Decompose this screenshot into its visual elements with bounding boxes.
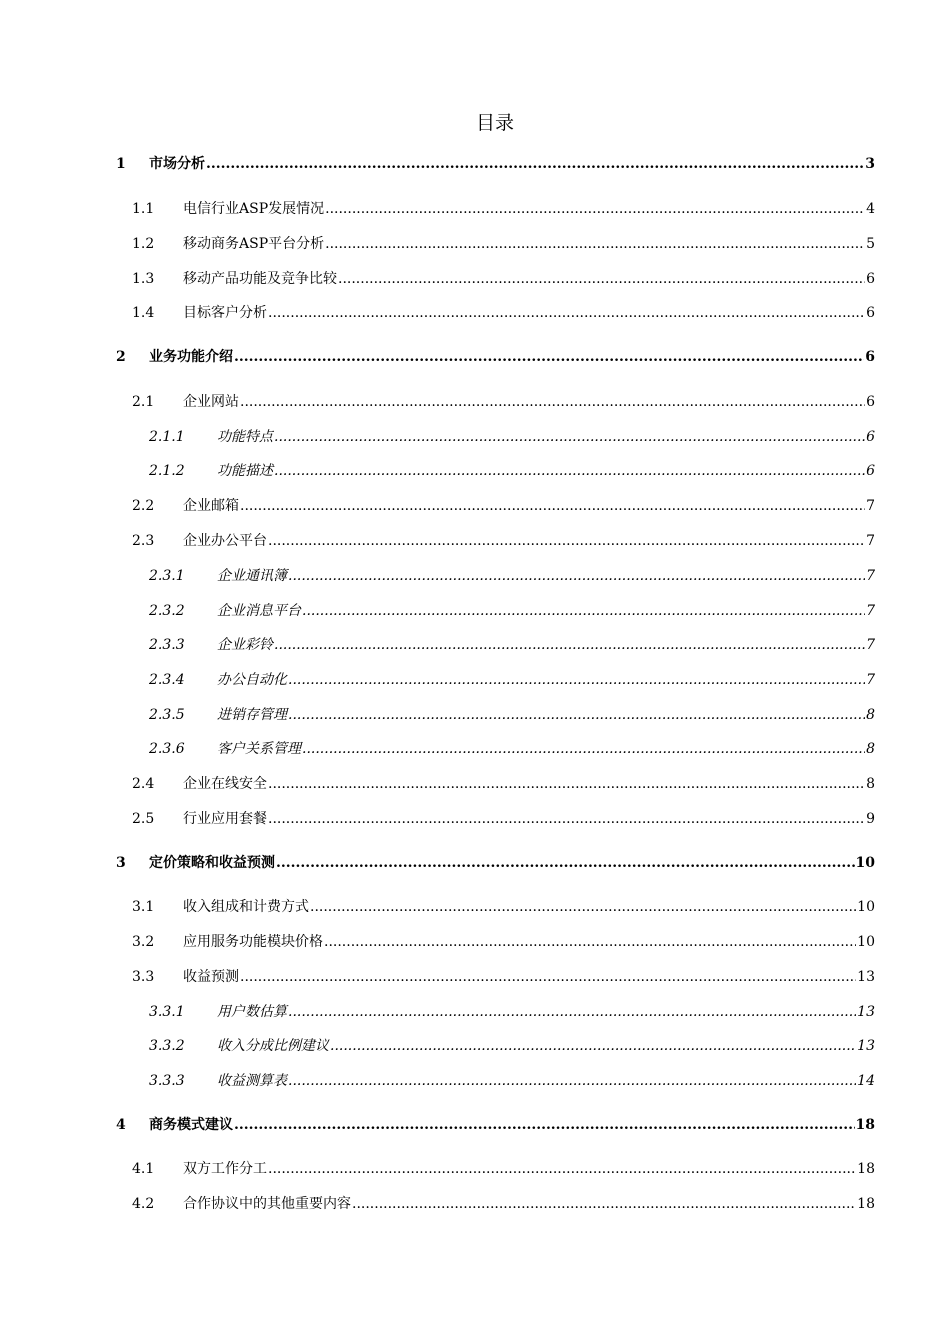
toc-entry-label: 行业应用套餐 <box>183 811 267 827</box>
toc-entry-label: 定价策略和收益预测 <box>149 855 275 871</box>
toc-entry-number: 2.3.4 <box>149 672 185 688</box>
toc-entry-number: 1 <box>116 156 126 172</box>
toc-entry-number: 2.3.1 <box>149 568 185 584</box>
toc-entry-page: 7 <box>866 533 875 549</box>
toc-entry-label: 进销存管理 <box>217 707 287 723</box>
toc-entry-label: 客户关系管理 <box>217 741 301 757</box>
toc-entry-label: 用户数估算 <box>217 1004 287 1020</box>
toc-entry[interactable] <box>132 1194 875 1214</box>
toc-entry-number: 3.3.2 <box>149 1038 185 1054</box>
toc-dot-leader <box>268 809 865 829</box>
toc-entry-label: 企业消息平台 <box>217 603 301 619</box>
toc-entry-label: 企业彩铃 <box>217 637 273 653</box>
toc-entry[interactable] <box>149 1036 875 1056</box>
toc-entry[interactable] <box>132 774 875 794</box>
toc-dot-leader <box>288 1002 856 1022</box>
toc-dot-leader <box>206 154 864 174</box>
toc-entry-label: 收益预测 <box>183 969 239 985</box>
toc-entry[interactable] <box>116 154 875 174</box>
toc-dot-leader <box>352 1194 856 1214</box>
toc-entry[interactable] <box>149 705 875 725</box>
toc-entry-label: 企业办公平台 <box>183 533 267 549</box>
toc-dot-leader <box>276 853 855 873</box>
toc-entry-label: 目标客户分析 <box>183 305 267 321</box>
toc-entry-page: 10 <box>857 934 875 950</box>
toc-dot-leader <box>268 531 865 551</box>
toc-entry[interactable] <box>132 1159 875 1179</box>
toc-entry-number: 2.1.2 <box>149 463 185 479</box>
toc-entry-label: 应用服务功能模块价格 <box>183 934 323 950</box>
toc-entry-page: 8 <box>866 707 875 723</box>
toc-entry-page: 6 <box>866 271 875 287</box>
toc-entry-number: 4 <box>116 1117 126 1133</box>
toc-entry-number: 1.3 <box>132 271 155 287</box>
toc-dot-leader <box>240 496 865 516</box>
toc-dot-leader <box>234 1115 855 1135</box>
toc-entry-page: 14 <box>857 1073 875 1089</box>
toc-dot-leader <box>330 1036 856 1056</box>
toc-entry-label: 企业网站 <box>183 394 239 410</box>
toc-entry-number: 1.1 <box>132 201 155 217</box>
toc-entry[interactable] <box>132 932 875 952</box>
toc-entry-page: 13 <box>857 1004 875 1020</box>
toc-entry-number: 3.1 <box>132 899 155 915</box>
toc-entry[interactable] <box>116 1115 875 1135</box>
toc-entry-number: 2 <box>116 349 126 365</box>
toc-entry-page: 18 <box>857 1161 875 1177</box>
toc-dot-leader <box>310 897 856 917</box>
toc-entry[interactable] <box>149 427 875 447</box>
toc-entry-page: 8 <box>866 741 875 757</box>
toc-entry-label: 市场分析 <box>149 156 205 172</box>
toc-entry-label: 功能描述 <box>217 463 273 479</box>
toc-entry[interactable] <box>132 496 875 516</box>
toc-entry-number: 4.1 <box>132 1161 155 1177</box>
toc-entry-number: 3.3.3 <box>149 1073 185 1089</box>
toc-entry-label: 收入组成和计费方式 <box>183 899 309 915</box>
toc-entry-page: 5 <box>866 236 875 252</box>
toc-entry-page: 7 <box>866 637 875 653</box>
toc-entry-number: 2.3.3 <box>149 637 185 653</box>
toc-dot-leader <box>268 303 865 323</box>
toc-entry[interactable] <box>149 739 875 759</box>
toc-entry[interactable] <box>116 853 875 873</box>
toc-entry[interactable] <box>149 601 875 621</box>
toc-entry[interactable] <box>132 967 875 987</box>
toc-dot-leader <box>288 1071 856 1091</box>
toc-entry-page: 7 <box>866 568 875 584</box>
toc-dot-leader <box>288 670 865 690</box>
toc-entry-page: 10 <box>857 899 875 915</box>
toc-entry-page: 9 <box>866 811 875 827</box>
toc-entry[interactable] <box>149 566 875 586</box>
toc-entry[interactable] <box>132 897 875 917</box>
toc-entry-number: 2.3.5 <box>149 707 185 723</box>
toc-entry[interactable] <box>132 392 875 412</box>
toc-dot-leader <box>324 932 856 952</box>
toc-dot-leader <box>338 269 865 289</box>
toc-entry-label: 企业在线安全 <box>183 776 267 792</box>
toc-entry-label: 收益测算表 <box>217 1073 287 1089</box>
toc-entry[interactable] <box>116 347 875 367</box>
toc-entry-page: 18 <box>857 1196 875 1212</box>
toc-entry-page: 13 <box>857 1038 875 1054</box>
toc-entry-label: 办公自动化 <box>217 672 287 688</box>
toc-entry-page: 6 <box>866 305 875 321</box>
toc-entry-number: 3.3 <box>132 969 155 985</box>
toc-entry-page: 6 <box>866 429 875 445</box>
toc-entry-page: 3 <box>865 156 875 172</box>
toc-entry-page: 13 <box>857 969 875 985</box>
toc-dot-leader <box>274 427 865 447</box>
toc-entry-page: 4 <box>866 201 875 217</box>
toc-entry-page: 7 <box>866 498 875 514</box>
toc-entry-label: 业务功能介绍 <box>149 349 233 365</box>
toc-entry-page: 6 <box>866 394 875 410</box>
toc-entry-number: 2.1.1 <box>149 429 185 445</box>
toc-entry-number: 4.2 <box>132 1196 155 1212</box>
toc-entry-label: 移动产品功能及竞争比较 <box>183 271 337 287</box>
toc-entry-label: 功能特点 <box>217 429 273 445</box>
toc-entry-number: 1.2 <box>132 236 155 252</box>
toc-dot-leader <box>325 234 865 254</box>
toc-entry-page: 10 <box>855 855 875 871</box>
toc-dot-leader <box>234 347 864 367</box>
toc-dot-leader <box>288 566 865 586</box>
toc-entry[interactable] <box>149 1002 875 1022</box>
toc-dot-leader <box>274 461 865 481</box>
toc-entry-number: 1.4 <box>132 305 155 321</box>
toc-dot-leader <box>274 635 865 655</box>
toc-entry-number: 2.5 <box>132 811 155 827</box>
toc-entry-number: 2.4 <box>132 776 155 792</box>
toc-entry[interactable] <box>149 670 875 690</box>
toc-entry-number: 2.3.6 <box>149 741 185 757</box>
toc-entry[interactable] <box>132 531 875 551</box>
toc-entry-label: 商务模式建议 <box>149 1117 233 1133</box>
toc-entry-page: 18 <box>855 1117 875 1133</box>
toc-entry[interactable] <box>149 635 875 655</box>
toc-entry-label: 企业邮箱 <box>183 498 239 514</box>
toc-entry[interactable] <box>132 199 875 219</box>
toc-entry-number: 3 <box>116 855 126 871</box>
toc-dot-leader <box>302 601 865 621</box>
toc-dot-leader <box>240 967 856 987</box>
toc-entry[interactable] <box>132 234 875 254</box>
toc-entry-number: 3.2 <box>132 934 155 950</box>
toc-entry-page: 6 <box>866 463 875 479</box>
toc-entry-label: 电信行业ASP发展情况 <box>183 201 325 217</box>
toc-entry-page: 7 <box>866 672 875 688</box>
toc-entry[interactable] <box>132 269 875 289</box>
toc-dot-leader <box>240 392 865 412</box>
toc-entry[interactable] <box>132 809 875 829</box>
toc-entry-label: 企业通讯簿 <box>217 568 287 584</box>
toc-entry[interactable] <box>132 303 875 323</box>
toc-entry-number: 2.1 <box>132 394 155 410</box>
toc-entry[interactable] <box>149 461 875 481</box>
toc-entry-number: 3.3.1 <box>149 1004 185 1020</box>
toc-entry-label: 双方工作分工 <box>183 1161 267 1177</box>
toc-entry-label: 合作协议中的其他重要内容 <box>183 1196 351 1212</box>
toc-dot-leader <box>302 739 865 759</box>
toc-entry-label: 移动商务ASP平台分析 <box>183 236 325 252</box>
toc-entry-number: 2.3 <box>132 533 155 549</box>
toc-entry-number: 2.2 <box>132 498 155 514</box>
page-title: 目录 <box>475 112 514 134</box>
toc-dot-leader <box>288 705 865 725</box>
toc-entry-label: 收入分成比例建议 <box>217 1038 329 1054</box>
toc-dot-leader <box>325 199 865 219</box>
toc-entry[interactable] <box>149 1071 875 1091</box>
toc-entry-page: 7 <box>866 603 875 619</box>
toc-entry-number: 2.3.2 <box>149 603 185 619</box>
toc-entry-page: 6 <box>865 349 875 365</box>
toc-entry-page: 8 <box>866 776 875 792</box>
toc-dot-leader <box>268 774 865 794</box>
toc-dot-leader <box>268 1159 856 1179</box>
